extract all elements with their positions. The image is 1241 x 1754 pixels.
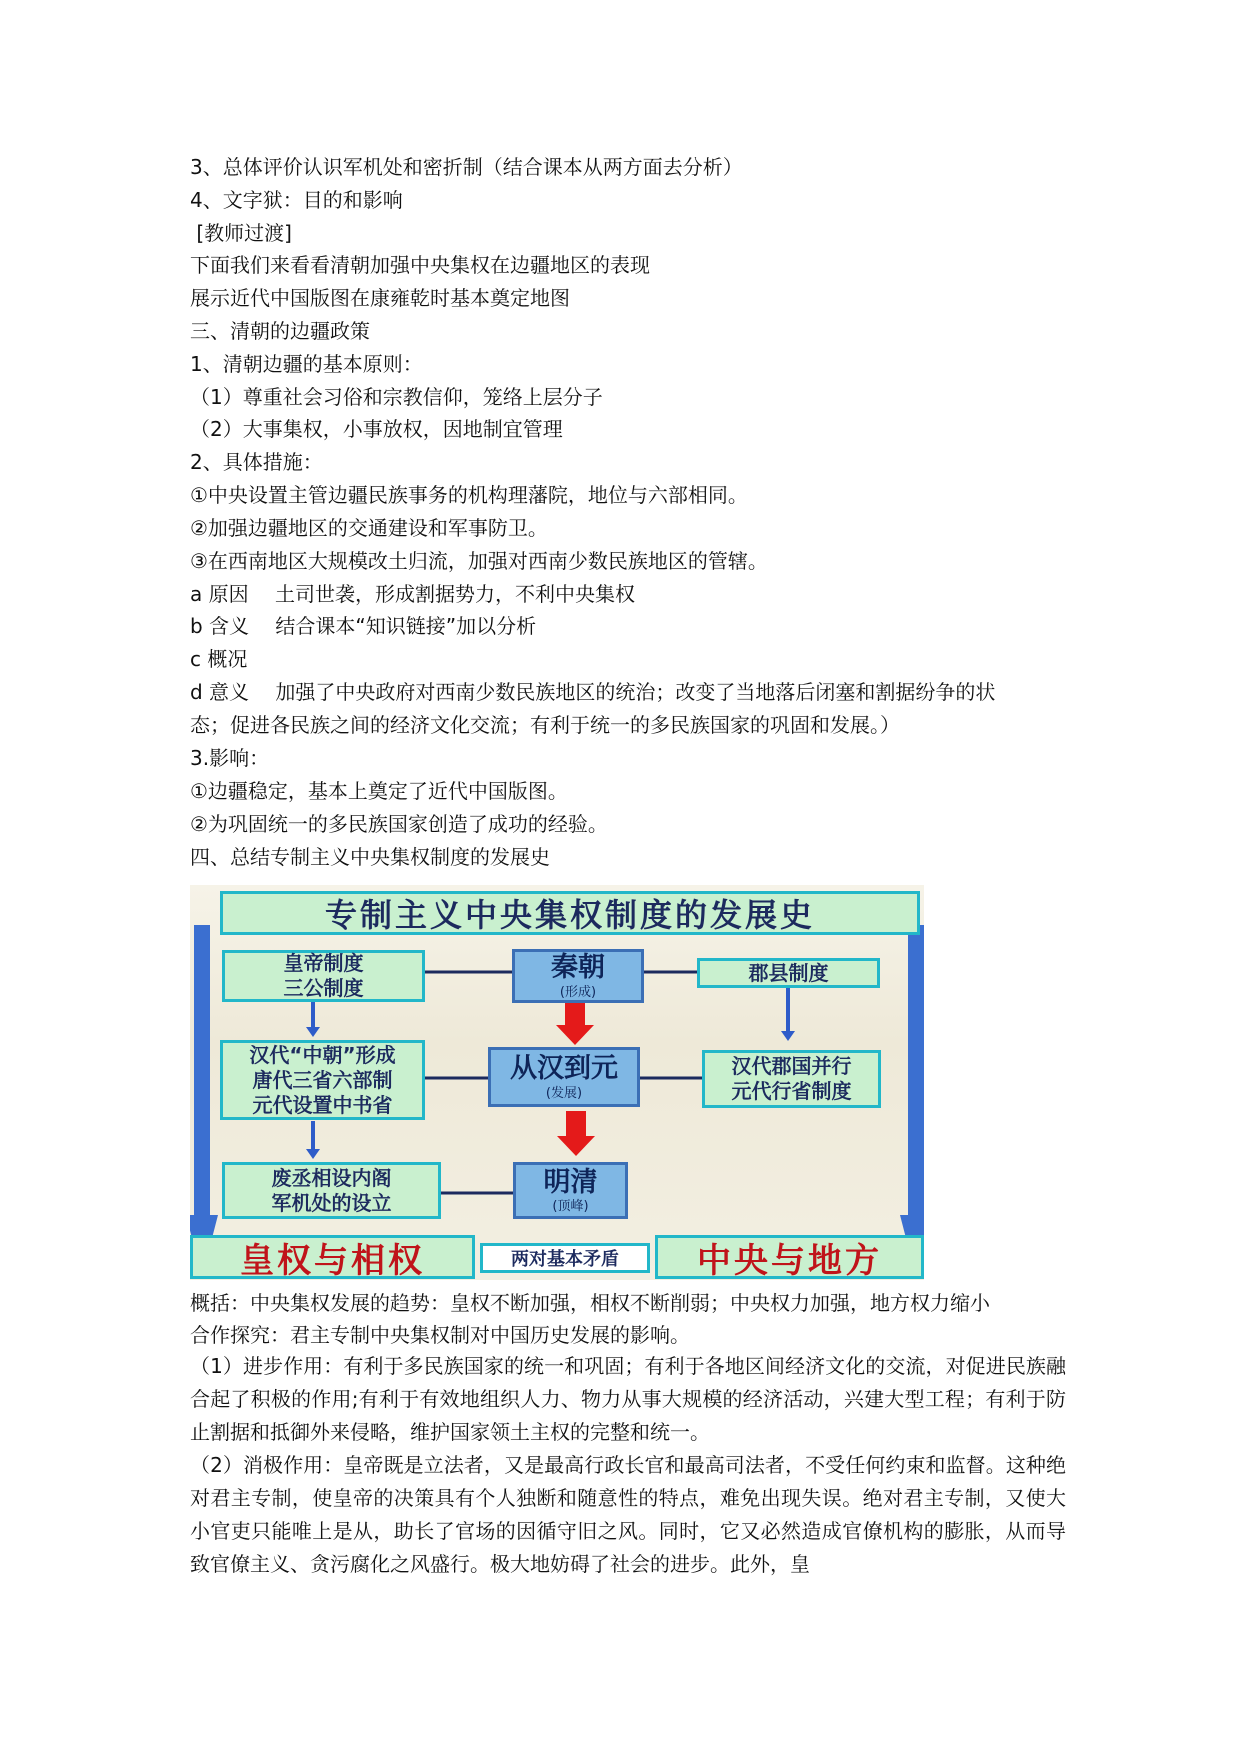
- box-text: 元代设置中书省: [252, 1092, 393, 1117]
- box-qin-dynasty: [512, 949, 644, 1003]
- text-line: 态；促进各民族之间的经济文化交流；有利于统一的多民族国家的巩固和发展。）: [190, 713, 900, 737]
- bottom-emperor-vs-chancellor: 皇权与相权: [190, 1235, 475, 1279]
- text-line: 1、清朝边疆的基本原则：: [190, 352, 423, 376]
- text-line: ①边疆稳定，基本上奠定了近代中国版图。: [190, 779, 568, 803]
- text-line: ②为巩固统一的多民族国家创造了成功的经验。: [190, 812, 608, 836]
- box-text: 秦朝: [551, 952, 605, 983]
- text-line: 合作探究：君主专制中央集权制对中国历史发展的影响。: [190, 1323, 690, 1347]
- text-line: d 意义 加强了中央政府对西南少数民族地区的统治；改变了当地落后闭塞和割据纷争的状: [190, 680, 996, 704]
- bottom-central-vs-local: 中央与地方: [655, 1235, 924, 1279]
- text-line: ②加强边疆地区的交通建设和军事防卫。: [190, 516, 548, 540]
- box-text: 三公制度: [283, 976, 364, 1000]
- text-line: 展示近代中国版图在康雍乾时基本奠定地图: [190, 286, 570, 310]
- box-text: 郡县制度: [748, 960, 829, 985]
- bottom-two-contradictions: 两对基本矛盾: [480, 1243, 650, 1273]
- red-down-arrow-icon: [557, 1111, 595, 1156]
- box-han-tang-yuan: [220, 1040, 425, 1120]
- down-arrow-icon: [306, 1027, 320, 1037]
- box-text: 汉代“中朝”形成: [249, 1042, 396, 1067]
- box-subtext: (发展): [545, 1085, 583, 1101]
- text-line: 概括：中央集权发展的趋势：皇权不断加强，相权不断削弱；中央权力加强，地方权力缩小: [190, 1291, 990, 1315]
- text-line: ①中央设置主管边疆民族事务的机构理藩院，地位与六部相同。: [190, 483, 748, 507]
- box-text: 废丞相设内阁: [271, 1165, 392, 1190]
- box-subtext: (顶峰): [552, 1199, 589, 1215]
- box-ming-qing: [513, 1162, 628, 1219]
- diagram-title: 专制主义中央集权制度的发展史: [220, 891, 920, 935]
- box-text: 明清: [543, 1166, 598, 1198]
- red-down-arrow-icon: [556, 1003, 594, 1045]
- text-line: 3.影响：: [190, 746, 270, 770]
- down-arrow-icon: [306, 1149, 320, 1159]
- text-line: 3、总体评价认识军机处和密折制（结合课本从两方面去分析）: [190, 155, 743, 179]
- box-subtext: (形成): [559, 984, 597, 1000]
- text-line: （1）尊重社会习俗和宗教信仰，笼络上层分子: [190, 385, 603, 409]
- text-line: 4、文字狱：目的和影响: [190, 188, 403, 212]
- box-han-to-yuan: [488, 1047, 640, 1107]
- text-line: c 概况: [190, 647, 248, 671]
- box-text: 从汉到元: [510, 1053, 618, 1084]
- text-line: 下面我们来看看清朝加强中央集权在边疆地区的表现: [190, 253, 650, 277]
- paragraph-text: （2）消极作用：皇帝既是立法者，又是最高行政长官和最高司法者，不受任何约束和监督。这种绝对君主专制，使皇帝的决策具有个人独断和随意性的特点，难免出现失误。绝对君主专制，又使大小官吏只能唯上是从，助长了官场的因循守旧之风。同时，它又必然造成官僚机构的膨胀，从而导致官僚主义、贪污腐化之风盛行。极大地妨碍了社会的进步。此外，皇: [190, 1453, 1066, 1576]
- box-commandery-system: [697, 958, 880, 988]
- centralization-diagram: [190, 885, 924, 1280]
- box-text: 皇帝制度: [283, 951, 364, 975]
- box-text: 元代行省制度: [731, 1079, 852, 1103]
- text-line: a 原因 土司世袭，形成割据势力，不利中央集权: [190, 582, 635, 606]
- paragraph-progressive: [190, 1350, 1066, 1449]
- right-side-arrow: [900, 925, 924, 1277]
- text-line: b 含义 结合课本“知识链接”加以分析: [190, 614, 537, 638]
- box-text: 唐代三省六部制: [252, 1067, 393, 1092]
- text-line: （2）大事集权，小事放权，因地制宜管理: [190, 417, 563, 441]
- paragraph-text: （1）进步作用：有利于多民族国家的统一和巩固；有利于各地区间经济文化的交流，对促进民族融合起了积极的作用;有利于有效地组织人力、物力从事大规模的经济活动，兴建大型工程；有利于防止割据和抵御外来侵略，维护国家领土主权的完整和统一。: [190, 1354, 1066, 1444]
- box-text: 军机处的设立: [271, 1190, 392, 1215]
- box-han-yuan-provinces: [702, 1050, 881, 1108]
- box-emperor-system: [222, 950, 425, 1002]
- paragraph-negative: [190, 1449, 1066, 1581]
- text-line: 2、具体措施：: [190, 450, 323, 474]
- section-heading: 三、清朝的边疆政策: [190, 319, 370, 343]
- section-heading: 四、总结专制主义中央集权制度的发展史: [190, 845, 550, 869]
- box-text: 汉代郡国并行: [731, 1054, 852, 1078]
- down-arrow-icon: [781, 1031, 795, 1041]
- box-ming-qing-reforms: [222, 1162, 441, 1219]
- text-line: ③在西南地区大规模改土归流，加强对西南少数民族地区的管辖。: [190, 549, 768, 573]
- text-line: [教师过渡]: [190, 221, 292, 245]
- left-side-arrow: [190, 925, 218, 1277]
